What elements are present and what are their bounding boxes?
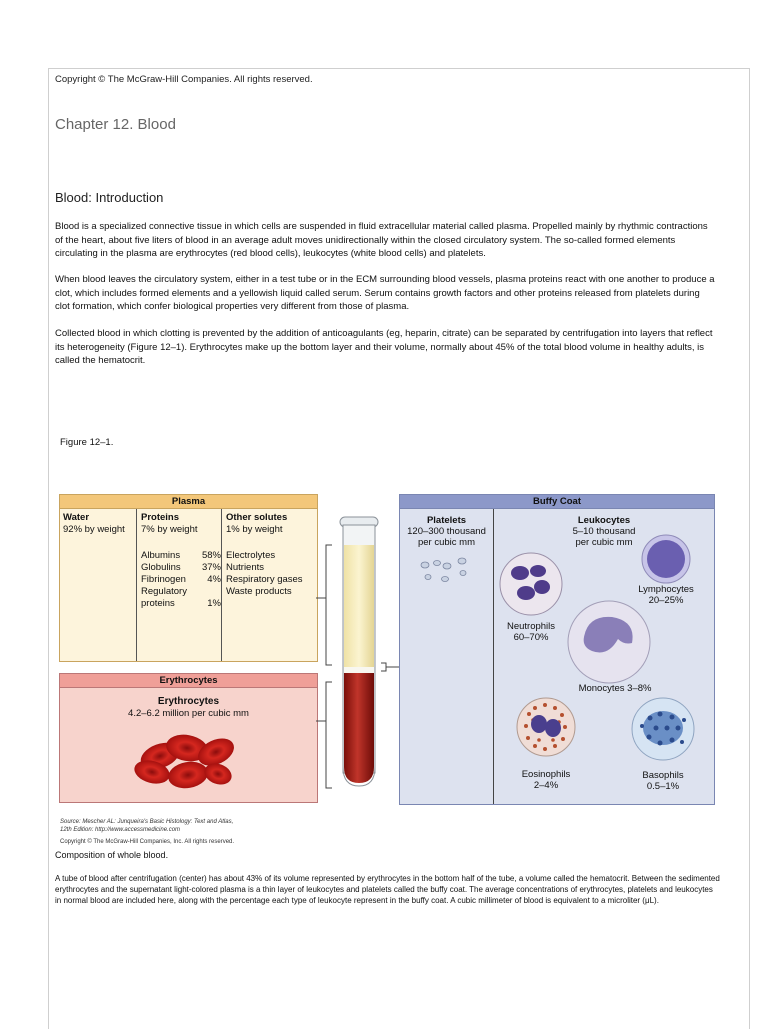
proteins-title: Proteins [141, 512, 180, 523]
solute-list [226, 550, 318, 598]
proteins-value: 7% by weight [141, 524, 198, 535]
figure-label: Figure 12–1. [60, 437, 114, 448]
protein-item-pct: 37% [201, 562, 221, 573]
leukocytes-title: Leukocytes [577, 515, 631, 526]
platelets-illustration [415, 557, 475, 587]
platelets-unit: per cubic mm [417, 537, 475, 548]
protein-item-name: Regulatory [141, 586, 187, 597]
platelets-info [400, 515, 493, 548]
lymphocyte-illustration [640, 533, 692, 585]
protein-item-name: Fibrinogen [141, 574, 186, 585]
copyright-notice: Copyright © The McGraw-Hill Companies. All rights reserved. [55, 74, 313, 85]
neutrophils-name: Neutrophils [506, 621, 556, 632]
figure-source-credit: Source: Mescher AL: Junqueira's Basic Histology: Text and Atlas, [60, 819, 234, 825]
figure-caption-title: Composition of whole blood. [55, 850, 169, 860]
monocyte-illustration [566, 599, 652, 685]
section-title: Blood: Introduction [55, 190, 164, 205]
plasma-header: Plasma [60, 495, 317, 509]
erythrocytes-panel [59, 673, 318, 803]
buffy-coat-header: Buffy Coat [400, 495, 714, 509]
neutrophil-illustration [498, 551, 564, 617]
leukocytes-value: 5–10 thousand [572, 526, 636, 537]
basophils-pct: 0.5–1% [646, 781, 680, 792]
lymphocytes-pct: 20–25% [648, 595, 684, 606]
water-column [60, 509, 138, 661]
solutes-column [223, 509, 321, 661]
platelets-value: 120–300 thousand [407, 526, 486, 537]
eosinophils-name: Eosinophils [521, 769, 571, 780]
paragraph-intro: Blood is a specialized connective tissue in which cells are suspended in fluid extracellular material called plasma. Propelled mainly by rhythmic contractions of the heart, about five liters of blood in an average adult moves unidirectionally within the closed circulatory system. The so-called formed elements circulating in the plasma are erythrocytes (red blood cells), leukocytes (white blood cells) and platelets. [55, 221, 708, 259]
figure-copyright: Copyright © The McGraw-Hill Companies, Inc. All rights reserved. [60, 839, 235, 845]
protein-item-name: Albumins [141, 550, 181, 561]
chapter-title: Chapter 12. Blood [55, 116, 176, 133]
protein-item-pct: 1% [207, 598, 221, 609]
eosinophil-illustration [515, 696, 577, 758]
solute-item: Respiratory gases [226, 574, 303, 585]
erythrocytes-title: Erythrocytes [157, 696, 220, 707]
neutrophils-pct: 60–70% [513, 632, 549, 643]
solute-item: Waste products [226, 586, 292, 597]
protein-item-name: proteins [141, 598, 175, 609]
solute-item: Nutrients [226, 562, 265, 573]
red-blood-cells-illustration [60, 720, 317, 790]
basophil-illustration [630, 696, 696, 762]
eosinophils-label [508, 769, 584, 791]
neutrophils-label [498, 621, 564, 643]
erythrocytes-header: Erythrocytes [60, 674, 317, 688]
leukocytes-unit: per cubic mm [575, 537, 633, 548]
platelets-title: Platelets [426, 515, 467, 526]
solutes-title: Other solutes [226, 512, 288, 523]
protein-item-name: Globulins [141, 562, 181, 573]
figure-caption-text: A tube of blood after centrifugation (center) has about 43% of its volume represented by erythrocytes in the bottom half of the tube, a volume called the hematocrit. Between the sedimented erythrocytes and the supernatant light-colored plasma is a thin layer of leukocytes and platelets called the buffy coat. The average concentrations of erythrocytes, platelets and leukocytes in normal blood are included here, along with the percentage each type of leukocyte represent in the buffy coat. A cubic millimeter of blood is equivalent to a microliter (μL). [55, 874, 720, 906]
column-divider [493, 509, 494, 804]
basophils-name: Basophils [642, 770, 684, 781]
proteins-column [138, 509, 224, 661]
lymphocytes-name: Lymphocytes [638, 584, 694, 595]
water-title: Water [63, 512, 90, 523]
protein-item-pct: 58% [201, 550, 221, 561]
erythrocytes-value: 4.2–6.2 million per cubic mm [128, 708, 249, 719]
paragraph-centrifugation: Collected blood in which clotting is prevented by the addition of anticoagulants (eg, heparin, citrate) can be separated by centrifugation into layers that reflect its heterogeneity (Figure 12–1). Erythrocytes make up the bottom layer and their volume, normally about 45% of the total blood volume in healthy adults, is called the hematocrit. [55, 328, 713, 366]
solutes-value: 1% by weight [226, 524, 283, 535]
eosinophils-pct: 2–4% [533, 780, 559, 791]
solute-item: Electrolytes [226, 550, 276, 561]
figure-source-url: 12th Edition: http://www.accessmedicine.com [60, 827, 181, 833]
plasma-panel [59, 494, 318, 662]
protein-list [141, 550, 221, 610]
water-value: 92% by weight [63, 524, 125, 535]
paragraph-clot: When blood leaves the circulatory system, either in a test tube or in the ECM surrounding blood vessels, plasma proteins react with one another to produce a clot, which includes formed elements and a yellowish liquid called serum. Serum contains growth factors and other proteins released from platelets during clot formation, which confer biological properties very different from those of plasma. [55, 274, 715, 312]
protein-item-pct: 4% [207, 574, 221, 585]
monocytes-label: Monocytes 3–8% [578, 683, 652, 694]
basophils-label [625, 770, 701, 792]
buffy-coat-panel [399, 494, 715, 805]
